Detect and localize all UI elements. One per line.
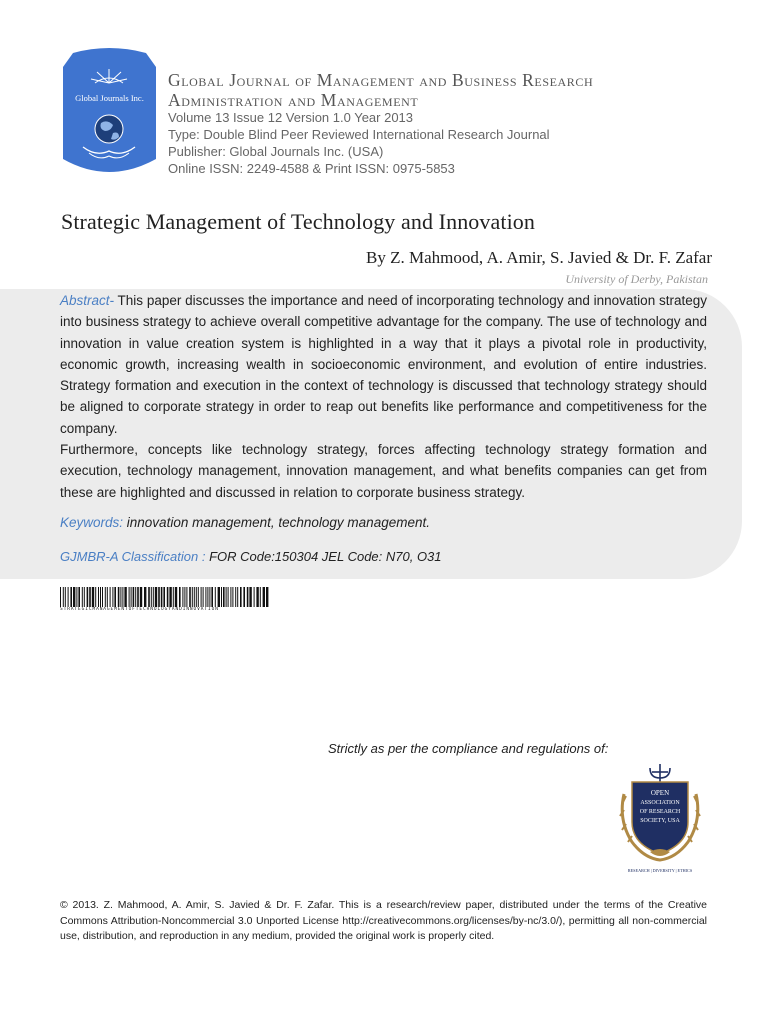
barcode-bar (131, 587, 132, 607)
barcode-bar (254, 587, 255, 607)
barcode-bar (84, 587, 85, 607)
barcode-bar (122, 587, 123, 607)
classification-value: FOR Code:150304 JEL Code: N70, O31 (209, 549, 442, 564)
barcode-bar (161, 587, 163, 607)
barcode-bar (194, 587, 195, 607)
abstract-paragraph-2: Furthermore, concepts like technology strategy, forces affecting technology strategy formation and execution, technology management, innovation management, and what benefits companies can get from these are highlighted and discussed in relation to corporate business strategy. (60, 442, 707, 500)
barcode-bar (184, 587, 185, 607)
barcode-bar (102, 587, 103, 607)
global-journals-logo (61, 47, 158, 179)
barcode-bar (158, 587, 160, 607)
classification (60, 549, 720, 564)
compliance-text: Strictly as per the compliance and regulations of: (328, 741, 609, 756)
barcode-bar (92, 587, 94, 607)
barcode-bar (235, 587, 236, 607)
barcode-bar (76, 587, 77, 607)
barcode-bars (60, 587, 270, 607)
svg-text:OF RESEARCH: OF RESEARCH (639, 809, 681, 815)
oars-seal (610, 760, 710, 875)
svg-text:SOCIETY, USA: SOCIETY, USA (640, 818, 680, 824)
barcode-bar (263, 587, 265, 607)
barcode-bar (114, 587, 116, 607)
barcode-bar (218, 587, 220, 607)
barcode-bar (209, 587, 210, 607)
barcode-bar (140, 587, 142, 607)
journal-meta (168, 109, 748, 177)
barcode-bar (179, 587, 181, 607)
barcode-bar (118, 587, 120, 607)
barcode-bar (205, 587, 206, 607)
barcode-bar (211, 587, 213, 607)
barcode-bar (260, 587, 261, 607)
barcode-bar (98, 587, 99, 607)
barcode-bar (221, 587, 222, 607)
paper-title: Strategic Management of Technology and Innovation (61, 209, 535, 234)
barcode-bar (163, 587, 165, 607)
barcode-bar (89, 587, 91, 607)
barcode-bar (249, 587, 251, 607)
journal-title (168, 70, 748, 110)
barcode-bar (63, 587, 64, 607)
abstract (60, 290, 707, 503)
barcode-bar (189, 587, 191, 607)
keywords (60, 515, 720, 530)
barcode-bar (68, 587, 69, 607)
barcode-bar (237, 587, 238, 607)
barcode-bar (137, 587, 139, 607)
classification-label: GJMBR-A Classification : (60, 549, 210, 564)
barcode-bar (153, 587, 154, 607)
barcode-bar (196, 587, 197, 607)
keywords-label: Keywords: (60, 515, 124, 530)
barcode-bar (110, 587, 111, 607)
barcode-bar (148, 587, 150, 607)
barcode-bar (226, 587, 227, 607)
barcode-bar (198, 587, 199, 607)
journal-issn: Online ISSN: 2249-4588 & Print ISSN: 0975-5853 (168, 161, 455, 176)
barcode-bar (266, 587, 268, 607)
svg-text:Global Journals Inc.: Global Journals Inc. (75, 93, 144, 103)
barcode-bar (201, 587, 202, 607)
barcode-bar (167, 587, 169, 607)
barcode-bar (87, 587, 89, 607)
barcode-bar (133, 587, 135, 607)
journal-publisher: Publisher: Global Journals Inc. (USA) (168, 144, 384, 159)
keywords-value: innovation management, technology management. (123, 515, 430, 530)
barcode-bar (175, 587, 177, 607)
barcode-bar (232, 587, 233, 607)
barcode (60, 587, 270, 613)
barcode-bar (78, 587, 80, 607)
barcode-bar (155, 587, 157, 607)
barcode-bar (182, 587, 183, 607)
svg-text:OPEN: OPEN (650, 789, 670, 797)
abstract-text-1: This paper discusses the importance and need of incorporating technology and innovation strategy into business strategy to achieve overall competitive advantage for the company. The use of technology and innovation in value creation system is highlighted in a way that it plays a pivotal role in productivity, economic growth, increasing wealth in socioeconomic environment, and evolution of entire industries. Strategy formation and execution in the context of technology is discussed that technology strategy should be aligned to corporate strategy in order to reap out benefits like performance and competitiveness for the company. (60, 293, 707, 436)
paper-affiliation: University of Derby, Pakistan (565, 272, 708, 286)
barcode-bar (124, 587, 126, 607)
barcode-bar (107, 587, 108, 607)
barcode-bar (240, 587, 242, 607)
license-text: © 2013. Z. Mahmood, A. Amir, S. Javied & Dr. F. Zafar. This is a research/review paper, distributed under the terms of the Creative Commons Attribution-Noncommercial 3.0 Unported License http://creativecommons.org/licenses/by-nc/3.0/), permitting all non-commercial use, distribution, and reproduction in any medium, provided the original work is properly cited. (60, 899, 707, 942)
abstract-paragraph-1 (60, 290, 707, 439)
barcode-bar (120, 587, 121, 607)
barcode-bar (186, 587, 187, 607)
barcode-bar (82, 587, 83, 607)
abstract-label: Abstract- (60, 293, 115, 308)
barcode-bar (129, 587, 130, 607)
barcode-bar (173, 587, 174, 607)
oars-crest-icon (610, 760, 710, 875)
barcode-bar (228, 587, 229, 607)
barcode-bar (60, 587, 61, 607)
barcode-bar (207, 587, 208, 607)
barcode-text: STRATEGICMANAGEMENTOFTECHNOLOGYANDINNOVATION (60, 607, 219, 612)
barcode-bar (256, 587, 258, 607)
barcode-bar (203, 587, 204, 607)
svg-text:RESEARCH | DIVERSITY | ETHICS: RESEARCH | DIVERSITY | ETHICS (627, 868, 693, 873)
barcode-bar (230, 587, 231, 607)
barcode-bar (135, 587, 136, 607)
journal-title-line2: Administration and Management (168, 90, 419, 110)
barcode-bar (105, 587, 106, 607)
barcode-bar (95, 587, 96, 607)
barcode-bar (144, 587, 146, 607)
barcode-bar (215, 587, 216, 607)
journal-type: Type: Double Blind Peer Reviewed International Research Journal (168, 127, 550, 142)
globe-shield-icon (61, 47, 158, 179)
barcode-bar (112, 587, 113, 607)
journal-title-line1: Global Journal of Management and Business Research (168, 70, 594, 90)
barcode-bar (169, 587, 171, 607)
barcode-bar (73, 587, 75, 607)
barcode-bar (243, 587, 245, 607)
trident-icon (650, 764, 670, 784)
barcode-bar (192, 587, 193, 607)
barcode-bar (70, 587, 72, 607)
barcode-bar (223, 587, 225, 607)
barcode-bar (247, 587, 249, 607)
journal-volume: Volume 13 Issue 12 Version 1.0 Year 2013 (168, 110, 414, 125)
barcode-bar (100, 587, 101, 607)
barcode-bar (65, 587, 66, 607)
barcode-bar (151, 587, 152, 607)
svg-text:ASSOCIATION: ASSOCIATION (640, 800, 680, 806)
paper-authors: By Z. Mahmood, A. Amir, S. Javied & Dr. F. Zafar (366, 248, 712, 267)
